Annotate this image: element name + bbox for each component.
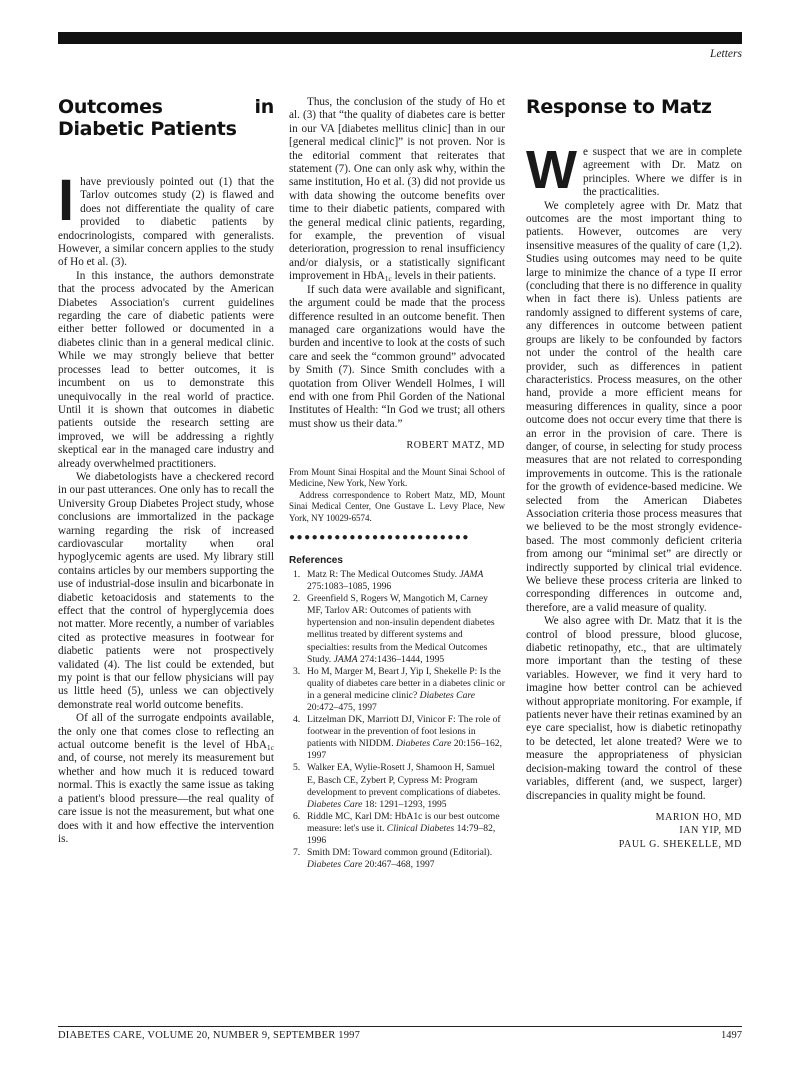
reference-item <box>289 593 505 666</box>
column-1 <box>58 96 274 846</box>
reference-journal: JAMA <box>459 568 484 580</box>
paragraph <box>526 140 742 200</box>
reference-text: Litzelman DK, Marriott DJ, Vinicor F: The role of footwear in the prevention of foot lesions in patients with NIDDM. <box>307 714 501 750</box>
section-label: Letters <box>710 48 742 60</box>
reference-text: Riddle MC, Karl DM: HbA1c is our best outcome measure: let's use it. <box>307 810 500 834</box>
reference-journal: Diabetes Care <box>307 798 363 810</box>
reference-item <box>289 714 505 762</box>
author-name: PAUL G. SHEKELLE, MD <box>618 838 742 850</box>
author-name: MARION HO, MD <box>655 811 742 823</box>
reference-text: Walker EA, Wylie-Rosett J, Shamoon H, Samuel E, Basch CE, Zybert P, Cypress M: Program development to prevent complications of diabetes. <box>307 762 501 798</box>
page-number: 1497 <box>721 1030 742 1041</box>
reference-item <box>289 762 505 810</box>
reference-number: 2. <box>293 593 301 605</box>
authors-signature <box>526 811 742 851</box>
paragraph: We also agree with Dr. Matz that it is the control of blood pressure, blood glucose, diabetic retinopathy, etc., that are ultimately more important than the testing of these variables. However, we find it very hard to imagine how better control can be achieved without appropriate monitoring. For example, if patients never have their retinas examined by an eye care specialist, how is diabetic retinopathy to be detected, let alone treated? Were we to measure the appropriateness of physician decision-making toward the control of these variables, different (and, we suspect, larger) discrepancies in quality might be found. <box>526 615 742 802</box>
article-title-outcomes: Outcomes in Diabetic Patients <box>58 96 274 140</box>
reference-item <box>289 569 505 593</box>
reference-number: 5. <box>293 762 301 774</box>
reference-journal: Diabetes Care <box>419 689 476 701</box>
reference-number: 6. <box>293 810 301 822</box>
reference-citation: 20:156–162, 1997 <box>307 738 502 762</box>
reference-number: 7. <box>293 847 301 859</box>
affiliation-text: From Mount Sinai Hospital and the Mount Sinai School of Medicine, New York, New York. <box>289 466 505 489</box>
paragraph: We completely agree with Dr. Matz that outcomes are the most important thing to patients. However, outcomes are very insensitive measures of the quality of care (1,2). Studies using outcomes may need to be quite large to minimize the chance of a type II error (concluding that there is no difference in quality when in fact there is). Unless patients are randomly assigned to different systems of care, any differences in outcome between patient groups are likely to be confounded by factors not under the control of the health care provider, such as differences in patient characteristics. Process measures, on the other hand, provide a more efficient means for measuring differences in quality, since a poor outcome does not occur every time that there is an error in the provision of care. There is danger, of course, in selecting for study process measures that are not related to corresponding improvements in outcome. This is the rationale for the growth of evidence-based medicine. We selected from the American Diabetes Association criteria those process measures that we believed to be the most strongly evidence-based. The most commonly deficient criteria from among our “minimal set” are directly or indirectly supported by clinical trial evidence. We believe these process criteria are linked to corresponding differences in outcome and, therefore, are a valid measure of quality. <box>526 199 742 614</box>
column-2 <box>289 96 505 871</box>
drop-cap: I <box>58 168 75 233</box>
references-list <box>289 569 505 871</box>
reference-number: 4. <box>293 714 301 726</box>
paragraph-text: levels in their patients. <box>391 270 496 283</box>
subscript: 1c <box>266 743 274 753</box>
paragraph-text: have previously pointed out (1) that the Tarlov outcomes study (2) is flawed and does not differentiate the quality of care provided to diabetic patients by endocrinologists, compared with generalists. However, a similar concern applies to the study of Ho et al. (3). <box>58 176 274 269</box>
dot-divider: ●●●●●●●●●●●●●●●●●●●●●●●● <box>289 533 470 542</box>
reference-citation: 274:1436–1444, 1995 <box>357 653 445 665</box>
author-signature: ROBERT MATZ, MD <box>406 440 505 452</box>
reference-citation: 20:467–468, 1997 <box>362 859 435 871</box>
subscript: 1c <box>384 274 392 284</box>
reference-number: 3. <box>293 665 301 677</box>
paragraph-text: Thus, the conclusion of the study of Ho et al. (3) that “the quality of diabetes care is better in our VA [diabetes mellitus clinic] than in our [general medical clinic]” is not proven. Nor is the editorial comment that reiterates that statement (7). One can only ask why, within the same institution, Ho et al. (3) did not provide us with data showing the outcome benefits over time to their diabetic patients, compared with the general medical clinic patients, regarding, for example, the prevention of visual deterioration, progression to renal insufficiency and/or dialysis, or a statistically significant improvement in HbA <box>289 96 505 283</box>
reference-text: Ho M, Marger M, Beart J, Yip I, Shekelle P: Is the quality of diabetes care better in a diabetes clinic or in a general medicine clinic? <box>307 665 505 701</box>
reference-item <box>289 811 505 847</box>
reference-number: 1. <box>293 568 301 580</box>
reference-journal: Clinical Diabetes <box>386 822 455 834</box>
reference-text: Smith DM: Toward common ground (Editorial). <box>307 847 493 859</box>
reference-text: Matz R: The Medical Outcomes Study. <box>307 568 460 580</box>
paragraph-text: and, of course, not merely its measurement but whether and how much it is reduced toward normal. This is exactly the same issue as taking a patient's blood pressure—the real quality of care issue is not the measurement, but what one does with it and how effective the intervention is. <box>58 752 274 845</box>
article-title-response: Response to Matz <box>526 96 712 118</box>
header-rule <box>58 32 742 44</box>
paragraph-text: e suspect that we are in complete agreement with Dr. Matz on principles. Where we differ is in the practicalities. <box>582 146 742 199</box>
paragraph-text: Of all of the surrogate endpoints available, the only one that comes close to reflecting an actual outcome benefit is the level of HbA <box>58 712 274 752</box>
reference-journal: JAMA <box>333 653 358 665</box>
affiliation <box>289 467 505 525</box>
reference-journal: Diabetes Care <box>396 738 452 750</box>
reference-text: Greenfield S, Rogers W, Mangotich M, Carney MF, Tarlov AR: Outcomes of patients with hypertension and non-insulin dependent diabetes mellitus treated by different systems and specialties: results from the Medical Outcomes Study. <box>307 593 495 665</box>
paragraph <box>289 96 505 284</box>
column-3 <box>526 96 742 851</box>
reference-citation: 18: 1291–1293, 1995 <box>362 798 447 810</box>
paragraph <box>58 168 274 270</box>
paragraph: We diabetologists have a checkered record in our past utterances. One only has to recall the University Group Diabetes Project study, whose conclusions are immortalized in the package warning regarding the risk of increased cardiovascular mortality when oral hypoglycemic agents are used. My library still contains articles by our members supporting the use of industrial-dose insulin and bicarbonate in diabetic ketoacidosis and statements to the effect that the control of hyperglycemia does not matter. More recently, a number of variables cited as protective measures in footwear for diabetic patients were not prospectively validated (4). The list could be extended, but my point is that our fellow physicians will pay us little heed (5), unless we can objectively demonstrate real world outcome benefits. <box>58 470 274 711</box>
reference-journal: Diabetes Care <box>307 859 363 871</box>
reference-citation: 20:472–475, 1997 <box>307 701 377 713</box>
author-name: IAN YIP, MD <box>679 825 742 837</box>
reference-item <box>289 666 505 714</box>
correspondence-text: Address correspondence to Robert Matz, MD, Mount Sinai Medical Center, One Gustave L. Levy Place, New York, NY 10029-6574. <box>289 489 505 523</box>
references-heading: References <box>289 554 343 566</box>
reference-item <box>289 847 505 871</box>
reference-citation: 14:79–82, 1996 <box>307 822 496 846</box>
paragraph: If such data were available and significant, the argument could be made that the process difference resulted in an outcome benefit. Then managed care organizations would have the burden and incentive to look at the costs of such care and seek the “common ground” advocated by Smith (7). Since Smith concludes with a quotation from Oliver Wendell Holmes, I will end with one from Phil Gorden of the National Institutes of Health: “In God we trust; all others must show us their data.” <box>289 283 505 430</box>
reference-citation: 275:1083–1085, 1996 <box>307 581 392 593</box>
paragraph <box>58 712 274 846</box>
drop-cap: W <box>526 140 577 200</box>
footer-rule <box>58 1026 742 1027</box>
paragraph: In this instance, the authors demonstrate that the process advocated by the American Diabetes Association's current guidelines regarding the care of diabetic patients were either better followed or documented in a diabetes clinic than in a general medical clinic. While we may strongly believe that better processes lead to better outcomes, it is incumbent on us to demonstrate this unequivocally in the real world of practice. Until it is shown that outcomes in diabetic patients outside the research setting are improved, we will be addressing a rightly skeptical ear in the managed care industry and already overwhelmed practitioners. <box>58 269 274 470</box>
journal-citation: DIABETES CARE, VOLUME 20, NUMBER 9, SEPTEMBER 1997 <box>58 1030 361 1041</box>
